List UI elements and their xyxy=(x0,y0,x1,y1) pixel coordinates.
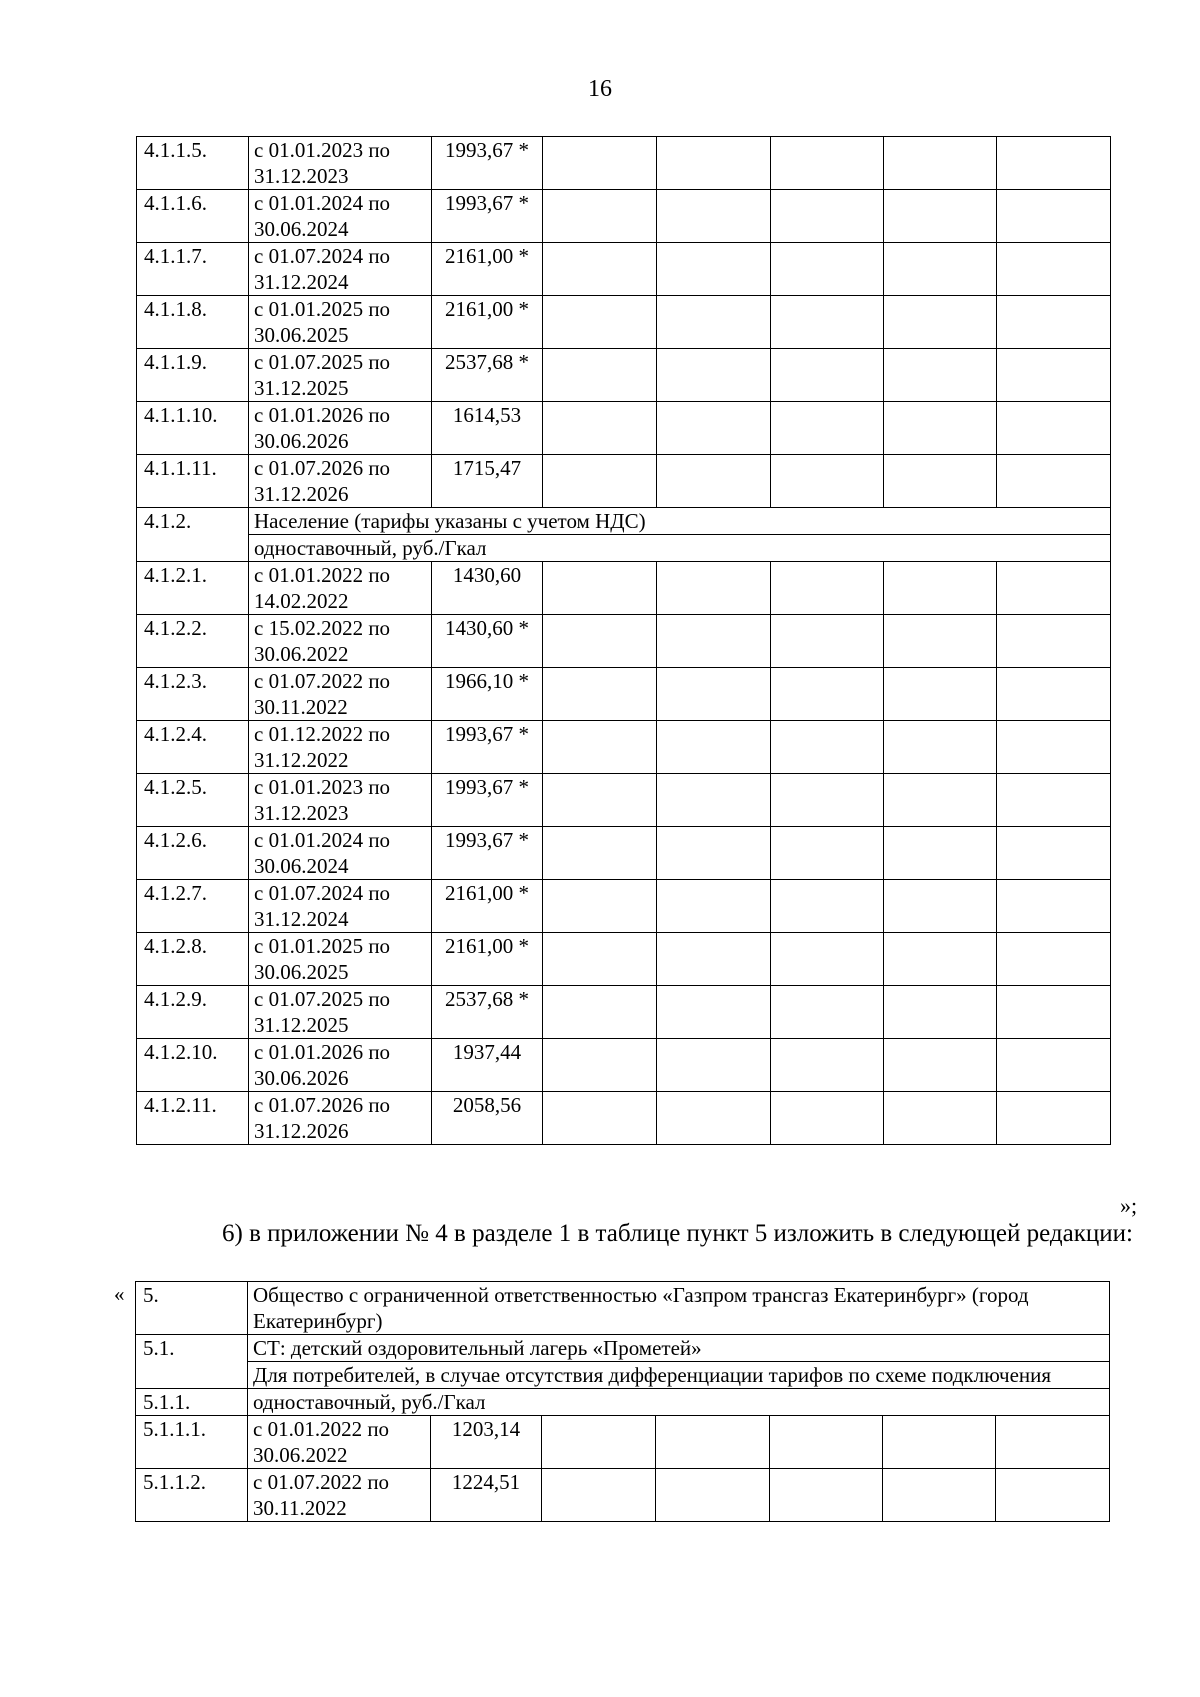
empty-cell xyxy=(997,827,1111,880)
row-value: 2161,00 * xyxy=(432,243,543,296)
row-value: 1715,47 xyxy=(432,455,543,508)
empty-cell xyxy=(657,562,771,615)
empty-cell xyxy=(884,455,997,508)
empty-cell xyxy=(771,455,884,508)
opening-quote: « xyxy=(114,1282,125,1306)
row-period: с 01.01.2025 по 30.06.2025 xyxy=(249,296,432,349)
table-row xyxy=(137,880,1111,933)
row-code: 4.1.1.10. xyxy=(137,402,249,455)
empty-cell xyxy=(884,933,997,986)
empty-cell xyxy=(997,137,1111,190)
amendment-paragraph: 6) в приложении № 4 в разделе 1 в таблице пункт 5 изложить в следующей редакции: xyxy=(222,1220,1133,1247)
row-value: 1993,67 * xyxy=(432,827,543,880)
section-row xyxy=(137,508,1111,535)
row-code: 4.1.2.7. xyxy=(137,880,249,933)
empty-cell xyxy=(884,243,997,296)
empty-cell xyxy=(543,986,657,1039)
empty-cell xyxy=(657,243,771,296)
row-value: 1993,67 * xyxy=(432,190,543,243)
empty-cell xyxy=(997,880,1111,933)
table-row xyxy=(137,296,1111,349)
empty-cell xyxy=(884,402,997,455)
empty-cell xyxy=(771,1092,884,1145)
row-code: 4.1.1.11. xyxy=(137,455,249,508)
row-period: с 01.07.2026 по 31.12.2026 xyxy=(249,1092,432,1145)
empty-cell xyxy=(543,137,657,190)
empty-cell xyxy=(997,986,1111,1039)
table-row xyxy=(137,1092,1111,1145)
empty-cell xyxy=(543,349,657,402)
empty-cell xyxy=(997,1092,1111,1145)
section-title: Население (тарифы указаны с учетом НДС) xyxy=(249,508,1111,535)
empty-cell xyxy=(771,827,884,880)
empty-cell xyxy=(543,296,657,349)
table-row xyxy=(137,402,1111,455)
table-row xyxy=(137,986,1111,1039)
row-value: 2161,00 * xyxy=(432,296,543,349)
empty-cell xyxy=(884,774,997,827)
empty-cell xyxy=(997,1039,1111,1092)
row-period: с 01.01.2022 по 30.06.2022 xyxy=(248,1416,431,1469)
empty-cell xyxy=(657,774,771,827)
row-code: 4.1.2.2. xyxy=(137,615,249,668)
row-code: 4.1.2.11. xyxy=(137,1092,249,1145)
section-subtitle: одноставочный, руб./Гкал xyxy=(249,535,1111,562)
row-value: 2537,68 * xyxy=(432,986,543,1039)
row-code: 4.1.2.8. xyxy=(137,933,249,986)
empty-cell xyxy=(657,455,771,508)
empty-cell xyxy=(771,137,884,190)
tariff-table-5 xyxy=(135,1281,1110,1522)
empty-cell xyxy=(657,721,771,774)
empty-cell xyxy=(884,137,997,190)
empty-cell xyxy=(657,349,771,402)
empty-cell xyxy=(542,1469,656,1522)
empty-cell xyxy=(543,190,657,243)
table-row xyxy=(137,668,1111,721)
st-row xyxy=(136,1335,1110,1362)
empty-cell xyxy=(997,349,1111,402)
table-row xyxy=(137,827,1111,880)
section-subtitle-row xyxy=(137,535,1111,562)
kind-row xyxy=(136,1389,1110,1416)
empty-cell xyxy=(997,455,1111,508)
empty-cell xyxy=(543,615,657,668)
row-period: с 01.01.2024 по 30.06.2024 xyxy=(249,190,432,243)
empty-cell xyxy=(770,1469,883,1522)
empty-cell xyxy=(543,402,657,455)
row-value: 1993,67 * xyxy=(432,721,543,774)
row-code: 4.1.2.9. xyxy=(137,986,249,1039)
kind-name: одноставочный, руб./Гкал xyxy=(248,1389,1110,1416)
empty-cell xyxy=(884,615,997,668)
page-number: 16 xyxy=(588,76,612,102)
empty-cell xyxy=(771,933,884,986)
empty-cell xyxy=(771,243,884,296)
row-code: 4.1.1.7. xyxy=(137,243,249,296)
table-row xyxy=(136,1469,1110,1522)
st-code: 5.1. xyxy=(136,1335,248,1389)
empty-cell xyxy=(997,296,1111,349)
row-period: с 01.07.2026 по 31.12.2026 xyxy=(249,455,432,508)
row-value: 1966,10 * xyxy=(432,668,543,721)
row-period: с 01.07.2025 по 31.12.2025 xyxy=(249,986,432,1039)
row-period: с 01.07.2022 по 30.11.2022 xyxy=(249,668,432,721)
empty-cell xyxy=(884,827,997,880)
row-value: 1937,44 xyxy=(432,1039,543,1092)
table-row xyxy=(137,933,1111,986)
row-code: 4.1.1.5. xyxy=(137,137,249,190)
empty-cell xyxy=(997,933,1111,986)
empty-cell xyxy=(543,562,657,615)
empty-cell xyxy=(542,1416,656,1469)
st-note-row xyxy=(136,1362,1110,1389)
row-value: 2161,00 * xyxy=(432,933,543,986)
row-period: с 15.02.2022 по 30.06.2022 xyxy=(249,615,432,668)
empty-cell xyxy=(657,668,771,721)
row-value: 1430,60 * xyxy=(432,615,543,668)
empty-cell xyxy=(996,1469,1110,1522)
st-note: Для потребителей, в случае отсутствия дифференциации тарифов по схеме подключения xyxy=(248,1362,1110,1389)
row-value: 2537,68 * xyxy=(432,349,543,402)
empty-cell xyxy=(771,774,884,827)
org-code: 5. xyxy=(136,1282,248,1335)
row-value: 1614,53 xyxy=(432,402,543,455)
table-row xyxy=(137,349,1111,402)
empty-cell xyxy=(884,668,997,721)
row-code: 4.1.1.6. xyxy=(137,190,249,243)
empty-cell xyxy=(771,402,884,455)
empty-cell xyxy=(771,668,884,721)
empty-cell xyxy=(997,721,1111,774)
org-row xyxy=(136,1282,1110,1335)
empty-cell xyxy=(884,880,997,933)
empty-cell xyxy=(997,190,1111,243)
tariff-table-4-1 xyxy=(136,136,1111,1145)
empty-cell xyxy=(771,190,884,243)
empty-cell xyxy=(543,774,657,827)
section-code: 4.1.2. xyxy=(137,508,249,562)
table-row xyxy=(137,1039,1111,1092)
row-code: 4.1.2.4. xyxy=(137,721,249,774)
empty-cell xyxy=(884,721,997,774)
row-period: с 01.01.2023 по 31.12.2023 xyxy=(249,774,432,827)
empty-cell xyxy=(884,190,997,243)
empty-cell xyxy=(657,296,771,349)
empty-cell xyxy=(543,933,657,986)
row-code: 4.1.1.9. xyxy=(137,349,249,402)
row-code: 5.1.1.1. xyxy=(136,1416,248,1469)
empty-cell xyxy=(770,1416,883,1469)
empty-cell xyxy=(543,880,657,933)
row-value: 1993,67 * xyxy=(432,774,543,827)
row-period: с 01.01.2026 по 30.06.2026 xyxy=(249,402,432,455)
empty-cell xyxy=(997,402,1111,455)
empty-cell xyxy=(656,1469,770,1522)
st-name: СТ: детский оздоровительный лагерь «Прометей» xyxy=(248,1335,1110,1362)
table-row xyxy=(137,615,1111,668)
row-code: 4.1.2.6. xyxy=(137,827,249,880)
empty-cell xyxy=(543,721,657,774)
empty-cell xyxy=(771,880,884,933)
empty-cell xyxy=(771,296,884,349)
empty-cell xyxy=(543,455,657,508)
row-period: с 01.07.2022 по 30.11.2022 xyxy=(248,1469,431,1522)
table-row xyxy=(137,721,1111,774)
empty-cell xyxy=(884,296,997,349)
row-value: 2058,56 xyxy=(432,1092,543,1145)
row-period: с 01.07.2024 по 31.12.2024 xyxy=(249,880,432,933)
empty-cell xyxy=(657,190,771,243)
empty-cell xyxy=(771,986,884,1039)
kind-code: 5.1.1. xyxy=(136,1389,248,1416)
org-name: Общество с ограниченной ответственностью «Газпром трансгаз Екатеринбург» (город Екатеринбург) xyxy=(248,1282,1110,1335)
empty-cell xyxy=(543,243,657,296)
empty-cell xyxy=(884,1092,997,1145)
empty-cell xyxy=(884,1039,997,1092)
row-period: с 01.01.2024 по 30.06.2024 xyxy=(249,827,432,880)
table-row xyxy=(136,1416,1110,1469)
row-period: с 01.01.2025 по 30.06.2025 xyxy=(249,933,432,986)
row-value: 2161,00 * xyxy=(432,880,543,933)
empty-cell xyxy=(657,402,771,455)
row-code: 4.1.2.3. xyxy=(137,668,249,721)
empty-cell xyxy=(997,562,1111,615)
table-row xyxy=(137,774,1111,827)
row-period: с 01.12.2022 по 31.12.2022 xyxy=(249,721,432,774)
row-period: с 01.01.2022 по 14.02.2022 xyxy=(249,562,432,615)
row-code: 4.1.2.10. xyxy=(137,1039,249,1092)
empty-cell xyxy=(771,721,884,774)
empty-cell xyxy=(997,668,1111,721)
empty-cell xyxy=(656,1416,770,1469)
empty-cell xyxy=(543,668,657,721)
empty-cell xyxy=(657,986,771,1039)
table-row xyxy=(137,190,1111,243)
empty-cell xyxy=(657,1039,771,1092)
empty-cell xyxy=(884,349,997,402)
table-row xyxy=(137,243,1111,296)
row-period: с 01.01.2023 по 31.12.2023 xyxy=(249,137,432,190)
row-code: 4.1.1.8. xyxy=(137,296,249,349)
row-code: 4.1.2.1. xyxy=(137,562,249,615)
empty-cell xyxy=(657,137,771,190)
empty-cell xyxy=(771,349,884,402)
empty-cell xyxy=(883,1416,996,1469)
empty-cell xyxy=(657,1092,771,1145)
row-value: 1224,51 xyxy=(431,1469,542,1522)
empty-cell xyxy=(657,880,771,933)
row-period: с 01.07.2024 по 31.12.2024 xyxy=(249,243,432,296)
row-period: с 01.01.2026 по 30.06.2026 xyxy=(249,1039,432,1092)
empty-cell xyxy=(657,615,771,668)
empty-cell xyxy=(996,1416,1110,1469)
empty-cell xyxy=(771,562,884,615)
empty-cell xyxy=(543,827,657,880)
empty-cell xyxy=(997,774,1111,827)
table-row xyxy=(137,137,1111,190)
row-code: 5.1.1.2. xyxy=(136,1469,248,1522)
empty-cell xyxy=(883,1469,996,1522)
empty-cell xyxy=(997,615,1111,668)
row-value: 1430,60 xyxy=(432,562,543,615)
table-row xyxy=(137,562,1111,615)
empty-cell xyxy=(771,615,884,668)
empty-cell xyxy=(884,986,997,1039)
row-value: 1993,67 * xyxy=(432,137,543,190)
row-period: с 01.07.2025 по 31.12.2025 xyxy=(249,349,432,402)
empty-cell xyxy=(771,1039,884,1092)
empty-cell xyxy=(657,827,771,880)
row-code: 4.1.2.5. xyxy=(137,774,249,827)
table-row xyxy=(137,455,1111,508)
empty-cell xyxy=(884,562,997,615)
closing-quote: »; xyxy=(1120,1193,1138,1218)
empty-cell xyxy=(543,1092,657,1145)
empty-cell xyxy=(997,243,1111,296)
empty-cell xyxy=(657,933,771,986)
empty-cell xyxy=(543,1039,657,1092)
row-value: 1203,14 xyxy=(431,1416,542,1469)
